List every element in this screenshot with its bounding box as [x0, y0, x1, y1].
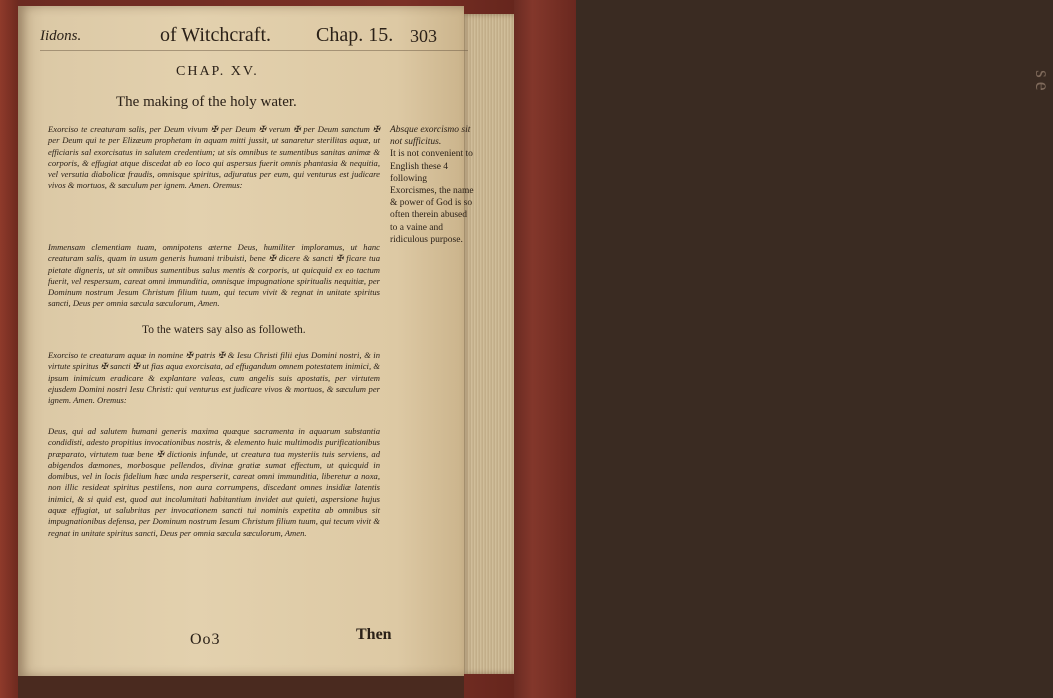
chapter-reference: Chap. 15. [316, 24, 394, 46]
margin-note-text: It is not convenient to English these 4 following Exorcismes, the name & power of God is so often therein abused to a vaine and ridiculous purpose. [390, 149, 474, 245]
catchword: Then [356, 626, 392, 643]
book-page [18, 6, 474, 676]
running-title: of Witchcraft. [160, 24, 271, 46]
bleed-through-text: se [1031, 70, 1053, 95]
sub-heading: To the waters say also as followeth. [142, 324, 306, 336]
page-number: 303 [410, 26, 437, 46]
running-title-left: Iidons. [40, 28, 82, 44]
margin-note [390, 124, 474, 246]
latin-paragraph-4: Deus, qui ad salutem humani generis maxima quæque sacramenta in aquarum substantia condidisti, adesto propitius invocationibus nostris, & elemento huic multimodis purificationibus præparato, virtutem tuæ bene ✠ dictionis infunde, ut creatura tua mysteriis tuis serviens, ad abigendos dæmones, morbosque pellendos, divinæ gratiæ sumat effectum, ut quicquid in domibus, vel in locis fidelium hæc unda resperserit, careat omni immunditia, liberetur a noxa, non illic resideat spiritus pestilens, non aura corrumpens, discedant omnes insidiæ latentis inimici, & si quid est, quod aut incolumitati habitantium invidet aut quieti, aspersione hujus aquæ effugiat, ut salubritas per invocationem sancti tui nominis expetita ab omnibus sit impugnationibus defensa, per Dominum nostrum Iesum Christum filium tuum, qui tecum vivit & regnat in unitate spiritus sancti, Deus per omnia sæcula sæculorum, Amen. [48, 426, 380, 538]
back-cover [514, 0, 1053, 698]
chapter-heading: CHAP. XV. [176, 64, 259, 79]
latin-paragraph-1: Exorciso te creaturam salis, per Deum vivum ✠ per Deum ✠ verum ✠ per Deum sanctum ✠ per Deum qui te per Elizæum prophetam in aquam mitti jussit, ut sanaretur sterilitas aquæ, ut efficiaris sal exorcisatus in salutem credentium; ut sis omnibus te sumentibus sanitas animæ & corporis, & effugiat atque discedat ab eo loco qui aspersus fuerit omnis phantasia & nequitia, vel versutia diabolicæ fraudis, omnisque spiritus, adjuratus per eum, qui venturus est judicare vivos & mortuos, & sæculum per ignem. Amen. Oremus: [48, 124, 380, 191]
margin-note-italic: Absque exorcismo sit not sufficitus. [390, 125, 471, 148]
page-edges [462, 14, 514, 674]
latin-paragraph-2: Immensam clementiam tuam, omnipotens æterne Deus, humiliter imploramus, ut hanc creaturam salis, quam in usum generis humani tribuisti, bene ✠ dicere & sancti ✠ ficare tua pietate digneris, ut sit omnibus sumentibus salus mentis & corporis, ut quicquid ex eo tactum fuerit, vel respersum, careat omni immunditia, omnisque impugnatione spiritualis nequitiæ, per Dominum nostrum Jesum Christum filium tuum, qui tecum vivit & regnat in unitate spiritus sancti, Deus per omnia sæcula sæculorum, Amen. [48, 242, 380, 309]
book-spine-edge [0, 0, 18, 698]
header-rule [40, 50, 468, 51]
signature-mark: Oo3 [190, 631, 221, 648]
section-heading: The making of the holy water. [116, 94, 297, 110]
page-bottom-shadow [18, 676, 464, 698]
latin-paragraph-3: Exorciso te creaturam aquæ in nomine ✠ patris ✠ & Iesu Christi filii ejus Domini nostri, & in virtute spiritus ✠ sancti ✠ ut fias aqua exorcisata, ad effugandum omnem potestatem inimici, & ipsum inimicum eradicare & explantare valeas, cum angelis suis apostatis, per virtutem ejusdem Domini nostri Iesu Christi: qui venturus est judicare vivos & mortuos, & sæculum per ignem. Amen. Oremus: [48, 350, 380, 406]
